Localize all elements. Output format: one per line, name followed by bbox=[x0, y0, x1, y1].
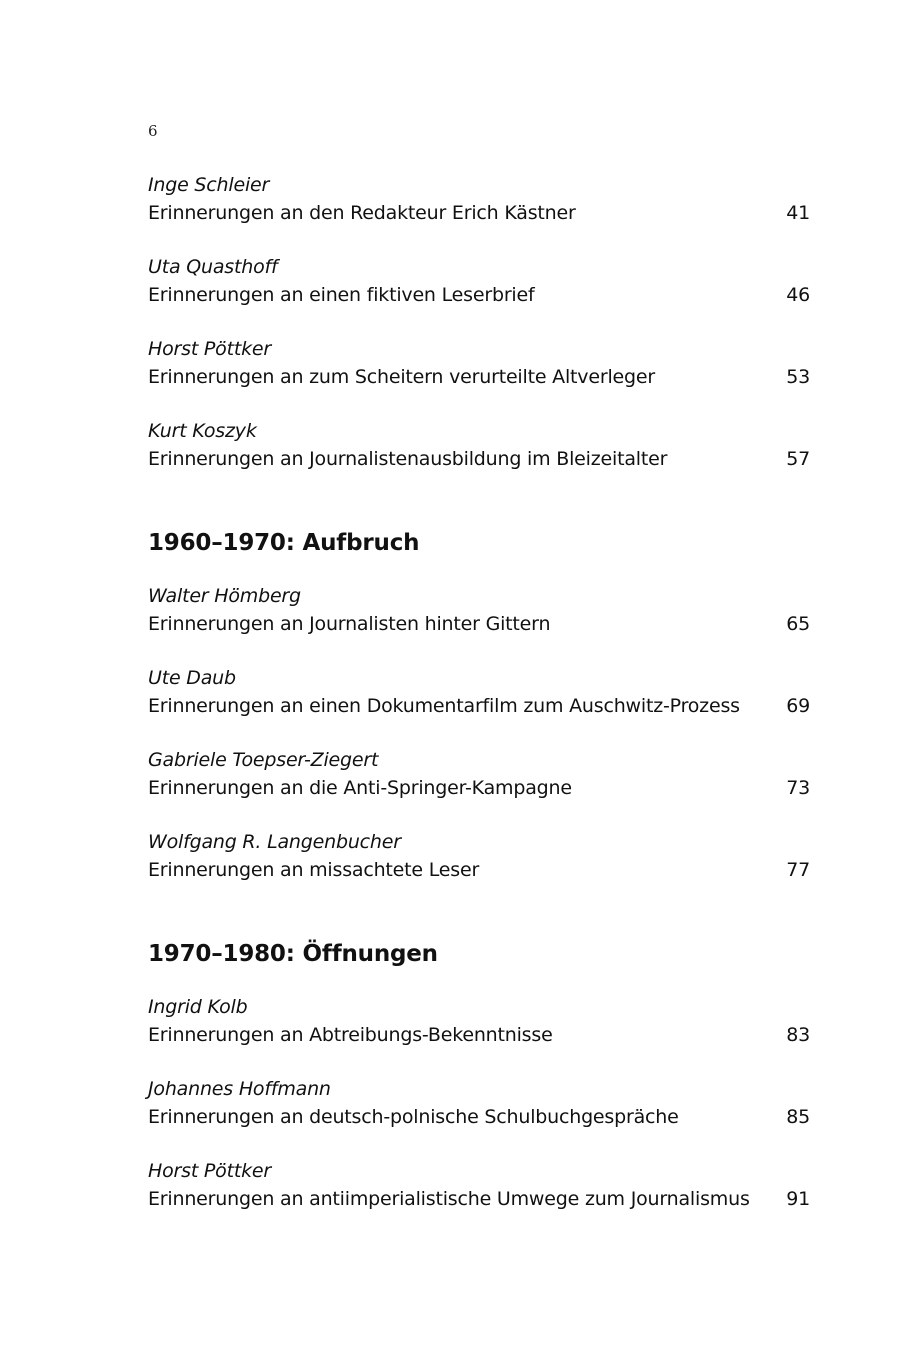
toc-entry-author: Johannes Hoffmann bbox=[148, 1078, 331, 1100]
toc-entry-author: Horst Pöttker bbox=[148, 338, 271, 360]
toc-entry[interactable] bbox=[148, 994, 810, 1049]
toc-entry-page: 69 bbox=[786, 695, 810, 717]
toc-entry-title: Erinnerungen an Journalisten hinter Gittern bbox=[148, 613, 551, 635]
toc-entry-page: 53 bbox=[786, 366, 810, 388]
toc-entry[interactable] bbox=[148, 583, 810, 638]
toc-entry-title: Erinnerungen an Journalistenausbildung im Bleizeitalter bbox=[148, 448, 668, 470]
toc-entry-author: Ingrid Kolb bbox=[148, 996, 248, 1018]
toc-entry-author: Inge Schleier bbox=[148, 174, 270, 196]
toc-entry-page: 91 bbox=[786, 1188, 810, 1210]
toc-entry-author: Ute Daub bbox=[148, 667, 236, 689]
toc-entry-title: Erinnerungen an missachtete Leser bbox=[148, 859, 480, 881]
toc-entry[interactable] bbox=[148, 336, 810, 391]
toc-entry-page: 77 bbox=[786, 859, 810, 881]
table-of-contents bbox=[148, 172, 810, 1213]
toc-entry-author: Gabriele Toepser-Ziegert bbox=[148, 749, 379, 771]
toc-entry-title: Erinnerungen an antiimperialistische Umwege zum Journalismus bbox=[148, 1188, 750, 1210]
toc-entry-page: 65 bbox=[786, 613, 810, 635]
toc-entry[interactable] bbox=[148, 172, 810, 227]
section-heading: 1960–1970: Aufbruch bbox=[148, 530, 420, 556]
toc-entry-title: Erinnerungen an die Anti-Springer-Kampagne bbox=[148, 777, 572, 799]
toc-entry-author: Walter Hömberg bbox=[148, 585, 301, 607]
section-heading: 1970–1980: Öffnungen bbox=[148, 941, 438, 967]
toc-entry-author: Kurt Koszyk bbox=[148, 420, 257, 442]
toc-entry-author: Uta Quasthoff bbox=[148, 256, 278, 278]
toc-entry[interactable] bbox=[148, 418, 810, 473]
toc-entry-title: Erinnerungen an Abtreibungs-Bekenntnisse bbox=[148, 1024, 553, 1046]
toc-entry-page: 85 bbox=[786, 1106, 810, 1128]
toc-entry[interactable] bbox=[148, 747, 810, 802]
toc-entry-title: Erinnerungen an einen Dokumentarfilm zum Auschwitz-Prozess bbox=[148, 695, 740, 717]
toc-entry-title: Erinnerungen an deutsch-polnische Schulbuchgespräche bbox=[148, 1106, 679, 1128]
toc-entry-page: 41 bbox=[786, 202, 810, 224]
toc-entry-page: 46 bbox=[786, 284, 810, 306]
toc-entry[interactable] bbox=[148, 829, 810, 884]
toc-entry-page: 83 bbox=[786, 1024, 810, 1046]
toc-entry-title: Erinnerungen an den Redakteur Erich Kästner bbox=[148, 202, 576, 224]
toc-entry-page: 73 bbox=[786, 777, 810, 799]
toc-entry-author: Horst Pöttker bbox=[148, 1160, 271, 1182]
toc-entry-author: Wolfgang R. Langenbucher bbox=[148, 831, 401, 853]
toc-entry-title: Erinnerungen an einen fiktiven Leserbrief bbox=[148, 284, 535, 306]
page-number: 6 bbox=[148, 122, 158, 140]
toc-entry[interactable] bbox=[148, 1076, 810, 1131]
toc-entry[interactable] bbox=[148, 665, 810, 720]
toc-entry[interactable] bbox=[148, 1158, 810, 1213]
toc-entry[interactable] bbox=[148, 254, 810, 309]
toc-entry-page: 57 bbox=[786, 448, 810, 470]
toc-entry-title: Erinnerungen an zum Scheitern verurteilte Altverleger bbox=[148, 366, 655, 388]
